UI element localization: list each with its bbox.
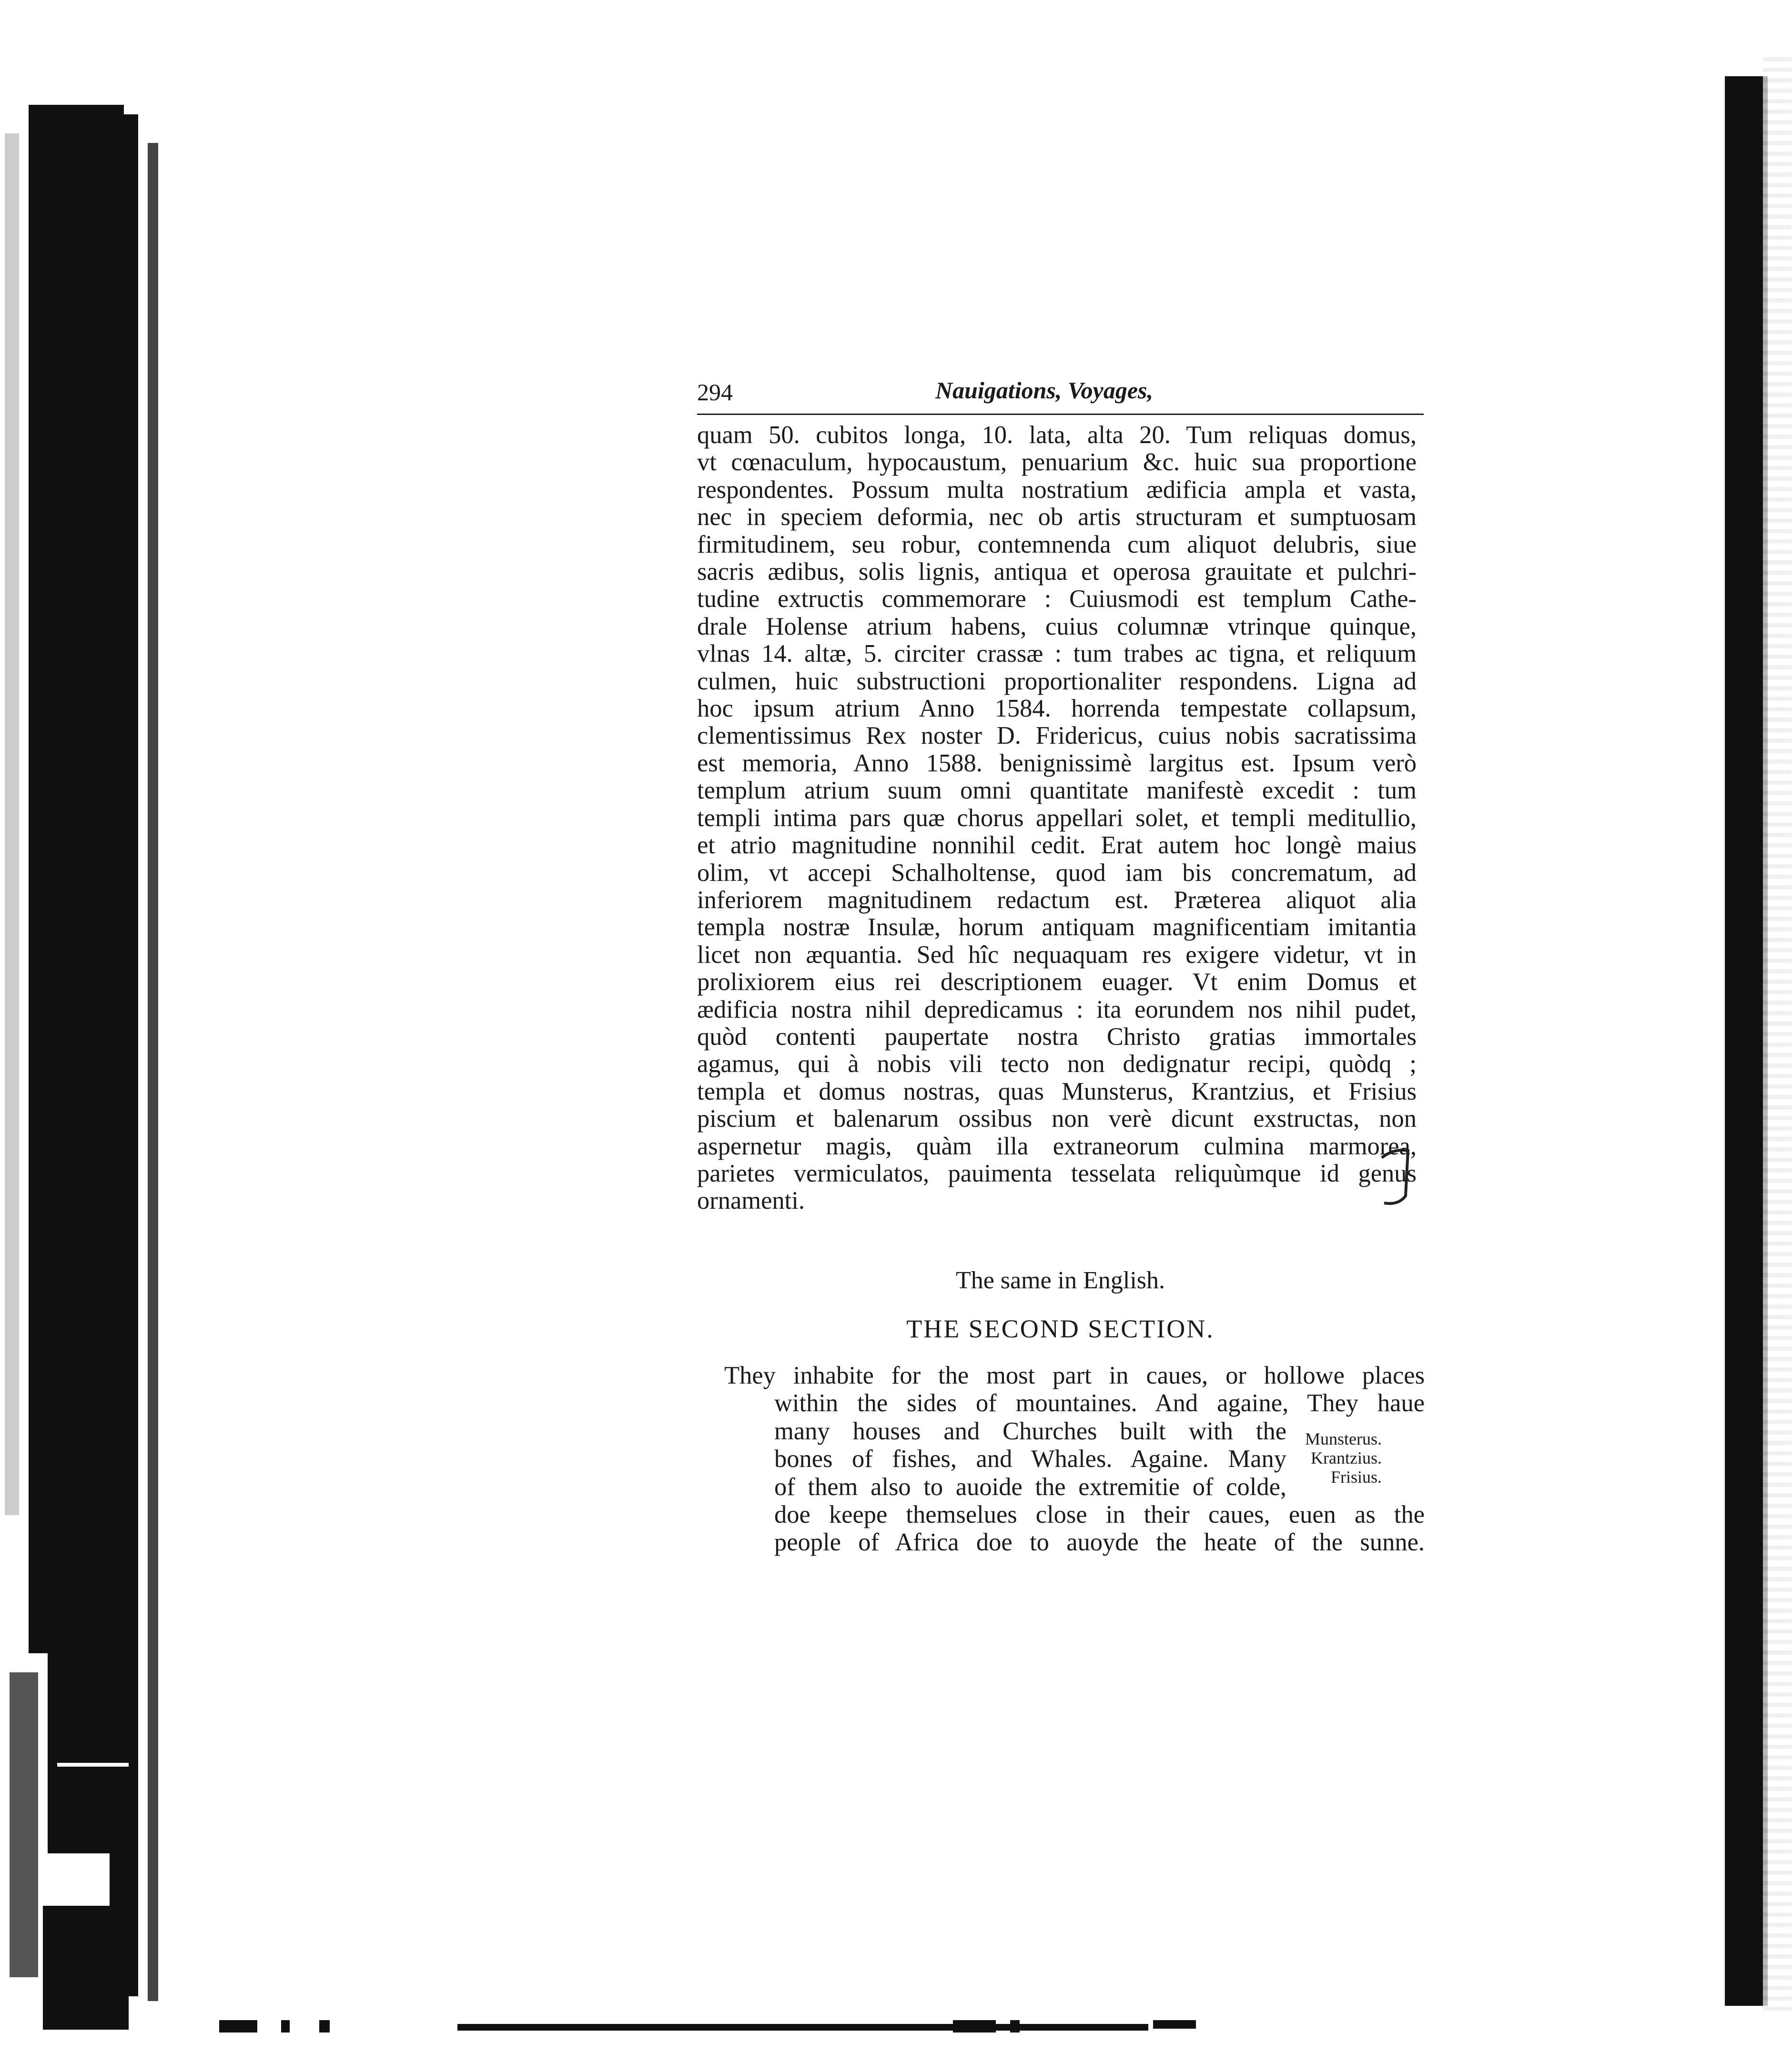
text-line: prolixiorem eius rei descriptionem euager. Vt enim Domus et bbox=[697, 968, 1417, 996]
text-line: agamus, qui à nobis vili tecto non dedignatur recipi, quòdq ; bbox=[697, 1050, 1417, 1078]
text-line: quòd contenti paupertate nostra Christo gratias immortales bbox=[697, 1022, 1417, 1051]
scan-edge-right bbox=[1725, 76, 1768, 2006]
text-line: culmen, huic substructioni proportionaliter respondens. Ligna ad bbox=[697, 667, 1417, 695]
header-rule bbox=[697, 414, 1424, 415]
text-line: doe keepe themselues close in their caues, euen as the bbox=[774, 1501, 1425, 1529]
handwritten-bracket-mark bbox=[1379, 1139, 1417, 1215]
text-line: ædificia nostra nihil depredicamus : ita eorundem nos nihil pudet, bbox=[697, 995, 1417, 1023]
margin-notes bbox=[1263, 1429, 1382, 1487]
text-line: hoc ipsum atrium Anno 1584. horrenda tempestate collapsum, bbox=[697, 695, 1417, 723]
margin-note: Munsterus. bbox=[1305, 1429, 1382, 1448]
text-line: drale Holense atrium habens, cuius columnæ vtrinque quinque, bbox=[697, 612, 1417, 640]
text-line: bones of fishes, and Whales. Againe. Many bbox=[774, 1445, 1286, 1473]
running-title: Nauigations, Voyages, bbox=[935, 377, 1154, 404]
text-line: templa et domus nostras, quas Munsterus, Krantzius, et Frisius bbox=[697, 1077, 1417, 1105]
text-line: vlnas 14. altæ, 5. circiter crassæ : tum trabes ac tigna, et reliquum bbox=[697, 640, 1417, 668]
text-line: nec in speciem deformia, nec ob artis structuram et sumptuosam bbox=[697, 503, 1417, 531]
text-line: templum atrium suum omni quantitate manifestè excedit : tum bbox=[697, 777, 1417, 805]
text-line: sacris ædibus, solis lignis, antiqua et operosa grauitate et pulchri- bbox=[697, 558, 1417, 586]
text-line: within the sides of mountaines. And againe, They haue bbox=[774, 1389, 1425, 1417]
page-number: 294 bbox=[697, 379, 733, 405]
text-line: clementissimus Rex noster D. Fridericus, cuius nobis sacratissima bbox=[697, 722, 1417, 750]
text-line: aspernetur magis, quàm illa extraneorum culmina marmorea, bbox=[697, 1132, 1417, 1160]
text-line: many houses and Churches built with the bbox=[774, 1417, 1286, 1445]
text-line: olim, vt accepi Schalholtense, quod iam bis concrematum, ad bbox=[697, 859, 1417, 887]
section-heading: THE SECOND SECTION. bbox=[906, 1315, 1215, 1343]
scan-edge-right-noise bbox=[1763, 57, 1792, 2011]
margin-note: Frisius. bbox=[1330, 1467, 1382, 1487]
subtitle: The same in English. bbox=[955, 1267, 1165, 1294]
latin-paragraph bbox=[697, 422, 1417, 1215]
text-line: of them also to auoide the extremitie of colde, bbox=[774, 1473, 1286, 1501]
text-line: parietes vermiculatos, pauimenta tesselata reliquùmque id genus bbox=[697, 1159, 1417, 1187]
margin-note: Krantzius. bbox=[1311, 1448, 1382, 1467]
text-line: templi intima pars quæ chorus appellari solet, et templi meditullio, bbox=[697, 804, 1417, 832]
text-line: est memoria, Anno 1588. benignissimè largitus est. Ipsum verò bbox=[697, 749, 1417, 777]
scan-edge-bottom bbox=[219, 2020, 1220, 2034]
scan-edge-left bbox=[0, 86, 191, 2030]
text-line: quam 50. cubitos longa, 10. lata, alta 20. Tum reliquas domus, bbox=[697, 421, 1417, 449]
running-header bbox=[697, 376, 1424, 405]
text-line: respondentes. Possum multa nostratium ædificia ampla et vasta, bbox=[697, 475, 1417, 504]
text-line: ornamenti. bbox=[697, 1187, 805, 1215]
text-line: firmitudinem, seu robur, contemnenda cum aliquot delubris, siue bbox=[697, 530, 1417, 558]
text-line: inferiorem magnitudinem redactum est. Præterea aliquot alia bbox=[697, 886, 1417, 914]
text-line: licet non æquantia. Sed hîc nequaquam res exigere videtur, vt in bbox=[697, 940, 1417, 969]
text-line: people of Africa doe to auoyde the heate of the sunne. bbox=[774, 1528, 1425, 1557]
text-line: vt cœnaculum, hypocaustum, penuarium &c. huic sua proportione bbox=[697, 448, 1417, 476]
text-line: templa nostræ Insulæ, horum antiquam magnificentiam imitantia bbox=[697, 913, 1417, 941]
text-line: et atrio magnitudine nonnihil cedit. Erat autem hoc longè maius bbox=[697, 831, 1417, 860]
text-line: piscium et balenarum ossibus non verè dicunt exstructas, non bbox=[697, 1105, 1417, 1133]
text-line: They inhabite for the most part in caues, or hollowe places bbox=[724, 1362, 1425, 1389]
text-line: tudine extructis commemorare : Cuiusmodi est templum Cathe- bbox=[697, 585, 1417, 613]
